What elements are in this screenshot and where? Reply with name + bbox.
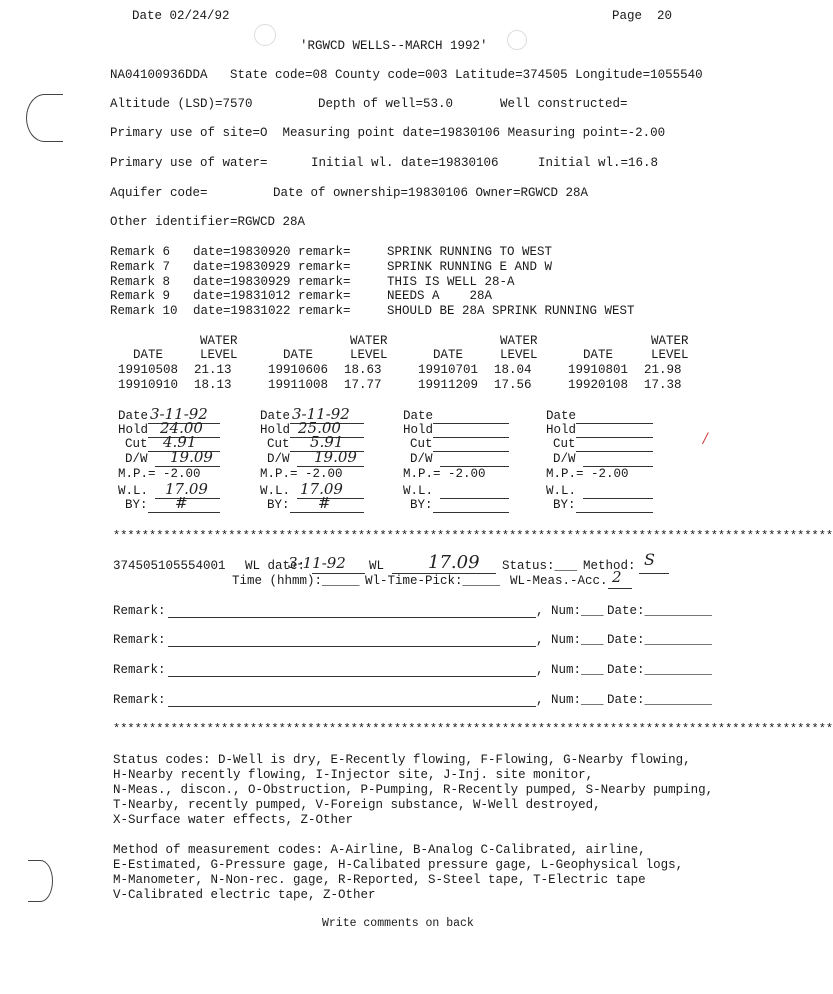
form-hold-field[interactable]	[433, 437, 509, 438]
remark-label: Remark 7	[110, 260, 178, 274]
col-header-water: WATER	[651, 334, 689, 348]
col-header-date: DATE	[433, 348, 464, 362]
col-header-level: LEVEL	[651, 348, 689, 362]
table-cell: 19910801	[568, 363, 629, 377]
form-cut-value: 4.91	[163, 433, 197, 451]
initial-wl: Initial wl.=16.8	[538, 156, 659, 170]
form-cut-label: Cut	[553, 437, 576, 451]
other-identifier: Other identifier=RGWCD 28A	[110, 215, 306, 229]
wl-time-pick-label: Wl-Time-Pick:_____	[365, 574, 501, 588]
footer-note: Write comments on back	[322, 917, 474, 930]
table-cell: 21.98	[644, 363, 682, 377]
form-cut-label: Cut	[125, 437, 148, 451]
form-mp: M.P.= -2.00	[260, 467, 343, 481]
remark-form-field[interactable]	[168, 617, 536, 618]
table-cell: 18.63	[344, 363, 382, 377]
method-label: Method:	[583, 559, 636, 573]
form-hold-label: Hold	[403, 423, 434, 437]
col-header-level: LEVEL	[200, 348, 238, 362]
legend-line: T-Nearby, recently pumped, V-Foreign substance, W-Well destroyed,	[113, 798, 601, 812]
form-by-initials: #	[318, 494, 331, 512]
table-cell: 19911008	[268, 378, 329, 392]
remark-text: SPRINK RUNNING E AND W	[387, 260, 553, 274]
remark-date: date=19830929 remark=	[193, 260, 351, 274]
remark-date: date=19831012 remark=	[193, 289, 351, 303]
form-dw-label: D/W	[410, 452, 433, 466]
remark-form-date: Date:_________	[607, 604, 713, 618]
table-cell: 19910910	[118, 378, 179, 392]
remark-text: THIS IS WELL 28-A	[387, 275, 515, 289]
time-label: Time (hhmm):_____	[232, 574, 360, 588]
remark-form-label: Remark:	[113, 633, 166, 647]
form-wl-label: W.L.	[118, 484, 149, 498]
table-cell: 19910606	[268, 363, 329, 377]
form-hold-value: 25.00	[298, 419, 341, 437]
table-cell: 17.38	[644, 378, 682, 392]
form-cut-label: Cut	[410, 437, 433, 451]
remark-form-num: , Num:___	[536, 604, 604, 618]
form-date-field[interactable]	[433, 423, 509, 424]
table-cell: 21.13	[194, 363, 232, 377]
primary-use-water: Primary use of water=	[110, 156, 268, 170]
aquifer-code: Aquifer code=	[110, 186, 208, 200]
col-header-water: WATER	[350, 334, 388, 348]
form-mp: M.P.= -2.00	[403, 467, 486, 481]
remark-text: SPRINK RUNNING TO WEST	[387, 245, 553, 259]
form-date-value: 3-11-92	[292, 405, 350, 423]
form-by-label: BY:	[125, 498, 148, 512]
form-by-label: BY:	[410, 498, 433, 512]
form-dw-label: D/W	[553, 452, 576, 466]
legend-line: M-Manometer, N-Non-rec. gage, R-Reported, S-Steel tape, T-Electric tape	[113, 873, 646, 887]
form-hold-label: Hold	[260, 423, 291, 437]
form-dw-value: 19.09	[314, 448, 357, 466]
form-hold-label: Hold	[118, 423, 149, 437]
form-hold-value: 24.00	[160, 419, 203, 437]
remark-form-label: Remark:	[113, 693, 166, 707]
form-date-label: Date	[260, 409, 291, 423]
form-wl-field[interactable]	[440, 498, 509, 499]
col-header-date: DATE	[133, 348, 164, 362]
form-by-field[interactable]	[433, 512, 509, 513]
wl-meas-acc-label: WL-Meas.-Acc.	[510, 574, 608, 588]
remark-form-field[interactable]	[168, 676, 536, 677]
wl-meas-acc-field[interactable]	[608, 588, 632, 589]
site-id: 374505105554001	[113, 559, 226, 573]
method-value: S	[644, 550, 655, 569]
wl-label: WL	[369, 559, 385, 573]
form-by-initials: #	[175, 494, 188, 512]
remark-form-date: Date:_________	[607, 663, 713, 677]
scan-artifact	[507, 30, 527, 50]
table-cell: 17.56	[494, 378, 532, 392]
form-dw-label: D/W	[267, 452, 290, 466]
legend-line: V-Calibrated electric tape, Z-Other	[113, 888, 376, 902]
form-dw-value: 19.09	[170, 448, 213, 466]
initial-wl-date: Initial wl. date=19830106	[311, 156, 499, 170]
legend-line: X-Surface water effects, Z-Other	[113, 813, 354, 827]
remark-text: SHOULD BE 28A SPRINK RUNNING WEST	[387, 304, 635, 318]
remark-form-num: , Num:___	[536, 663, 604, 677]
remark-label: Remark 9	[110, 289, 178, 303]
form-wl-label: W.L.	[403, 484, 434, 498]
form-wl-label: W.L.	[546, 484, 577, 498]
form-wl-value: 17.09	[300, 480, 343, 498]
form-cut-field[interactable]	[576, 451, 653, 452]
form-mp: M.P.= -2.00	[118, 467, 201, 481]
form-by-label: BY:	[267, 498, 290, 512]
remark-form-num: , Num:___	[536, 693, 604, 707]
col-header-level: LEVEL	[500, 348, 538, 362]
scan-artifact	[254, 24, 276, 46]
remark-label: Remark 10	[110, 304, 178, 318]
remark-text: NEEDS A 28A	[387, 289, 493, 303]
remark-label: Remark 6	[110, 245, 178, 259]
remark-form-date: Date:_________	[607, 693, 713, 707]
report-date: Date 02/24/92	[132, 9, 230, 23]
legend-line: N-Meas., discon., O-Obstruction, P-Pumping, R-Recently pumped, S-Nearby pumping,	[113, 783, 714, 797]
legend-line: E-Estimated, G-Pressure gage, H-Calibated pressure gage, L-Geophysical logs,	[113, 858, 684, 872]
wl-date-label: WL date:	[245, 559, 306, 573]
legend-line: Method of measurement codes: A-Airline, B-Analog C-Calibrated, airline,	[113, 843, 646, 857]
remark-form-date: Date:_________	[607, 633, 713, 647]
separator-stars: ****************************************************************************************************	[113, 529, 833, 543]
form-by-label: BY:	[553, 498, 576, 512]
separator-stars: ****************************************************************************************************	[113, 722, 833, 736]
table-cell: 18.04	[494, 363, 532, 377]
form-by-field[interactable]	[290, 512, 364, 513]
form-hold-label: Hold	[546, 423, 577, 437]
form-date-field[interactable]	[576, 423, 653, 424]
punch-hole-bottom	[28, 860, 53, 902]
form-date-label: Date	[546, 409, 577, 423]
col-header-water: WATER	[500, 334, 538, 348]
form-cut-label: Cut	[267, 437, 290, 451]
table-cell: 19920108	[568, 378, 629, 392]
site-line-1: NA04100936DDA State code=08 County code=003 Latitude=374505 Longitude=1055540	[110, 68, 703, 82]
form-wl-field[interactable]	[583, 498, 653, 499]
form-mp: M.P.= -2.00	[546, 467, 629, 481]
punch-hole-top	[26, 94, 63, 142]
page-number: Page 20	[612, 9, 673, 23]
altitude: Altitude (LSD)=7570	[110, 97, 253, 111]
table-cell: 17.77	[344, 378, 382, 392]
form-cut-value: 5.91	[310, 433, 344, 451]
ownership: Date of ownership=19830106 Owner=RGWCD 28A	[273, 186, 589, 200]
remark-date: date=19830920 remark=	[193, 245, 351, 259]
remark-date: date=19831022 remark=	[193, 304, 351, 318]
well-constructed: Well constructed=	[500, 97, 628, 111]
wl-meas-acc-value: 2	[612, 568, 622, 586]
form-date-label: Date	[403, 409, 434, 423]
form-date-value: 3-11-92	[150, 405, 208, 423]
form-wl-label: W.L.	[260, 484, 291, 498]
legend-line: Status codes: D-Well is dry, E-Recently flowing, F-Flowing, G-Nearby flowing,	[113, 753, 691, 767]
form-dw-label: D/W	[125, 452, 148, 466]
col-header-date: DATE	[583, 348, 614, 362]
status-label: Status:___	[502, 559, 578, 573]
remark-date: date=19830929 remark=	[193, 275, 351, 289]
form-wl-value: 17.09	[165, 480, 208, 498]
form-cut-field[interactable]	[433, 451, 509, 452]
col-header-water: WATER	[200, 334, 238, 348]
table-cell: 19910701	[418, 363, 479, 377]
form-date-label: Date	[118, 409, 149, 423]
wl-value: 17.09	[428, 552, 480, 573]
form-by-field[interactable]	[576, 512, 653, 513]
red-check-mark: /	[703, 431, 708, 447]
legend-line: H-Nearby recently flowing, I-Injector site, J-Inj. site monitor,	[113, 768, 594, 782]
col-header-date: DATE	[283, 348, 314, 362]
table-cell: 19911209	[418, 378, 479, 392]
table-cell: 19910508	[118, 363, 179, 377]
col-header-level: LEVEL	[350, 348, 388, 362]
form-by-field[interactable]	[148, 512, 220, 513]
form-hold-field[interactable]	[576, 437, 653, 438]
remark-label: Remark 8	[110, 275, 178, 289]
wl-date-value: 3-11-92	[288, 554, 346, 572]
remark-form-field[interactable]	[168, 646, 536, 647]
remark-form-label: Remark:	[113, 663, 166, 677]
table-cell: 18.13	[194, 378, 232, 392]
report-title: 'RGWCD WELLS--MARCH 1992'	[300, 39, 488, 53]
remark-form-label: Remark:	[113, 604, 166, 618]
well-depth: Depth of well=53.0	[318, 97, 454, 111]
primary-use-site: Primary use of site=O Measuring point date=19830106 Measuring point=-2.00	[110, 126, 666, 140]
remark-form-num: , Num:___	[536, 633, 604, 647]
method-field[interactable]	[639, 573, 669, 574]
remark-form-field[interactable]	[168, 706, 536, 707]
